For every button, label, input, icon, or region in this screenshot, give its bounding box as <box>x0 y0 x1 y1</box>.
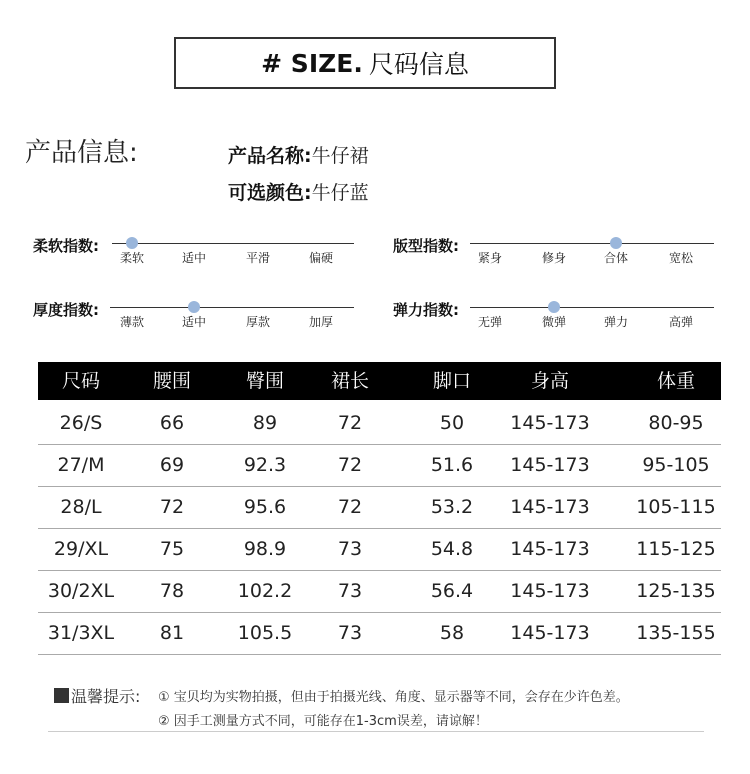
index-selected-dot-3 <box>548 301 560 313</box>
index-label-1: 版型指数: <box>393 237 459 255</box>
table-cell: 125-135 <box>636 580 716 602</box>
note-item-1: ① 宝贝均为实物拍摄，但由于拍摄光线、角度、显示器等不同，会存在少许色差。 <box>158 690 629 705</box>
index-option-3-3: 高弹 <box>668 315 693 329</box>
table-cell: 31/3XL <box>47 622 115 644</box>
table-header-cell: 臀围 <box>245 370 284 392</box>
index-option-3-1: 微弹 <box>541 315 566 329</box>
table-cell: 72 <box>337 496 363 518</box>
index-option-2-2: 厚款 <box>245 315 270 329</box>
table-cell: 58 <box>439 622 465 644</box>
table-cell: 50 <box>439 412 465 434</box>
index-scale-line-2 <box>110 307 354 308</box>
index-option-2-0: 薄款 <box>119 315 144 329</box>
index-option-0-2: 平滑 <box>245 251 270 265</box>
index-scale-line-3 <box>470 307 714 308</box>
table-cell: 73 <box>337 622 363 644</box>
index-option-1-2: 合体 <box>603 251 628 265</box>
table-cell: 27/M <box>57 454 105 476</box>
table-cell: 145-173 <box>510 622 590 644</box>
table-cell: 80-95 <box>648 412 704 434</box>
table-cell: 66 <box>159 412 185 434</box>
index-selected-dot-2 <box>188 301 200 313</box>
table-cell: 81 <box>159 622 185 644</box>
table-row <box>38 528 721 571</box>
note-item-2: ② 因手工测量方式不同，可能存在1-3cm误差，请谅解！ <box>158 714 488 729</box>
index-option-0-0: 柔软 <box>119 251 144 265</box>
table-header-cell: 腰围 <box>152 370 191 392</box>
table-cell: 72 <box>159 496 185 518</box>
table-row <box>38 486 721 529</box>
table-cell: 72 <box>337 412 363 434</box>
table-cell: 145-173 <box>510 454 590 476</box>
index-option-0-3: 偏硬 <box>308 251 333 265</box>
table-header-cell: 尺码 <box>61 370 100 392</box>
index-selected-dot-1 <box>610 237 622 249</box>
table-cell: 95-105 <box>642 454 710 476</box>
table-cell: 69 <box>159 454 185 476</box>
table-cell: 89 <box>252 412 278 434</box>
index-scale-line-1 <box>470 243 714 244</box>
size-table-header <box>38 362 721 400</box>
product-color-row <box>228 178 369 205</box>
product-color-value: 牛仔蓝 <box>311 182 369 204</box>
table-cell: 54.8 <box>430 538 474 560</box>
table-cell: 95.6 <box>243 496 287 518</box>
table-cell: 145-173 <box>510 496 590 518</box>
bottom-divider <box>48 731 704 732</box>
table-cell: 145-173 <box>510 412 590 434</box>
size-header-title: 尺码信息 <box>368 50 469 79</box>
table-cell: 135-155 <box>636 622 716 644</box>
table-cell: 30/2XL <box>47 580 115 602</box>
table-cell: 115-125 <box>636 538 716 560</box>
index-option-1-1: 修身 <box>541 251 566 265</box>
table-cell: 75 <box>159 538 185 560</box>
table-cell: 102.2 <box>237 580 293 602</box>
table-cell: 73 <box>337 580 363 602</box>
table-cell: 56.4 <box>430 580 474 602</box>
table-cell: 105.5 <box>237 622 293 644</box>
table-row <box>38 612 721 655</box>
table-cell: 73 <box>337 538 363 560</box>
product-name-row <box>228 141 369 168</box>
table-header-cell: 体重 <box>656 370 695 392</box>
index-label-2: 厚度指数: <box>33 301 99 319</box>
index-option-1-3: 宽松 <box>668 251 693 265</box>
table-cell: 78 <box>159 580 185 602</box>
table-cell: 98.9 <box>243 538 287 560</box>
product-name-value: 牛仔裙 <box>311 145 369 167</box>
table-row <box>38 570 721 613</box>
index-option-3-0: 无弹 <box>477 315 502 329</box>
index-option-2-3: 加厚 <box>308 315 333 329</box>
index-option-1-0: 紧身 <box>477 251 502 265</box>
index-selected-dot-0 <box>126 237 138 249</box>
index-option-2-1: 适中 <box>181 315 206 329</box>
table-cell: 92.3 <box>243 454 287 476</box>
table-header-cell: 裙长 <box>330 370 369 392</box>
size-header-hash: # SIZE. <box>261 48 363 78</box>
index-scale-line-0 <box>112 243 354 244</box>
table-row <box>38 402 721 445</box>
table-cell: 145-173 <box>510 538 590 560</box>
table-cell: 51.6 <box>430 454 474 476</box>
product-color-label: 可选颜色: <box>228 182 312 204</box>
index-label-3: 弹力指数: <box>393 301 459 319</box>
notes-label: 温馨提示: <box>71 687 141 706</box>
index-option-0-1: 适中 <box>181 251 206 265</box>
table-row <box>38 444 721 487</box>
table-header-cell: 身高 <box>530 370 569 392</box>
table-cell: 53.2 <box>430 496 474 518</box>
product-name-label: 产品名称: <box>228 145 312 167</box>
table-cell: 145-173 <box>510 580 590 602</box>
table-cell: 29/XL <box>53 538 109 560</box>
size-header-box <box>174 37 556 89</box>
index-label-0: 柔软指数: <box>33 237 99 255</box>
index-option-3-2: 弹力 <box>603 315 628 329</box>
table-cell: 26/S <box>59 412 103 434</box>
table-cell: 105-115 <box>636 496 716 518</box>
table-cell: 28/L <box>60 496 102 518</box>
table-cell: 72 <box>337 454 363 476</box>
table-header-cell: 脚口 <box>432 370 471 392</box>
note-square-icon <box>54 688 69 703</box>
product-info-title: 产品信息: <box>25 138 138 168</box>
